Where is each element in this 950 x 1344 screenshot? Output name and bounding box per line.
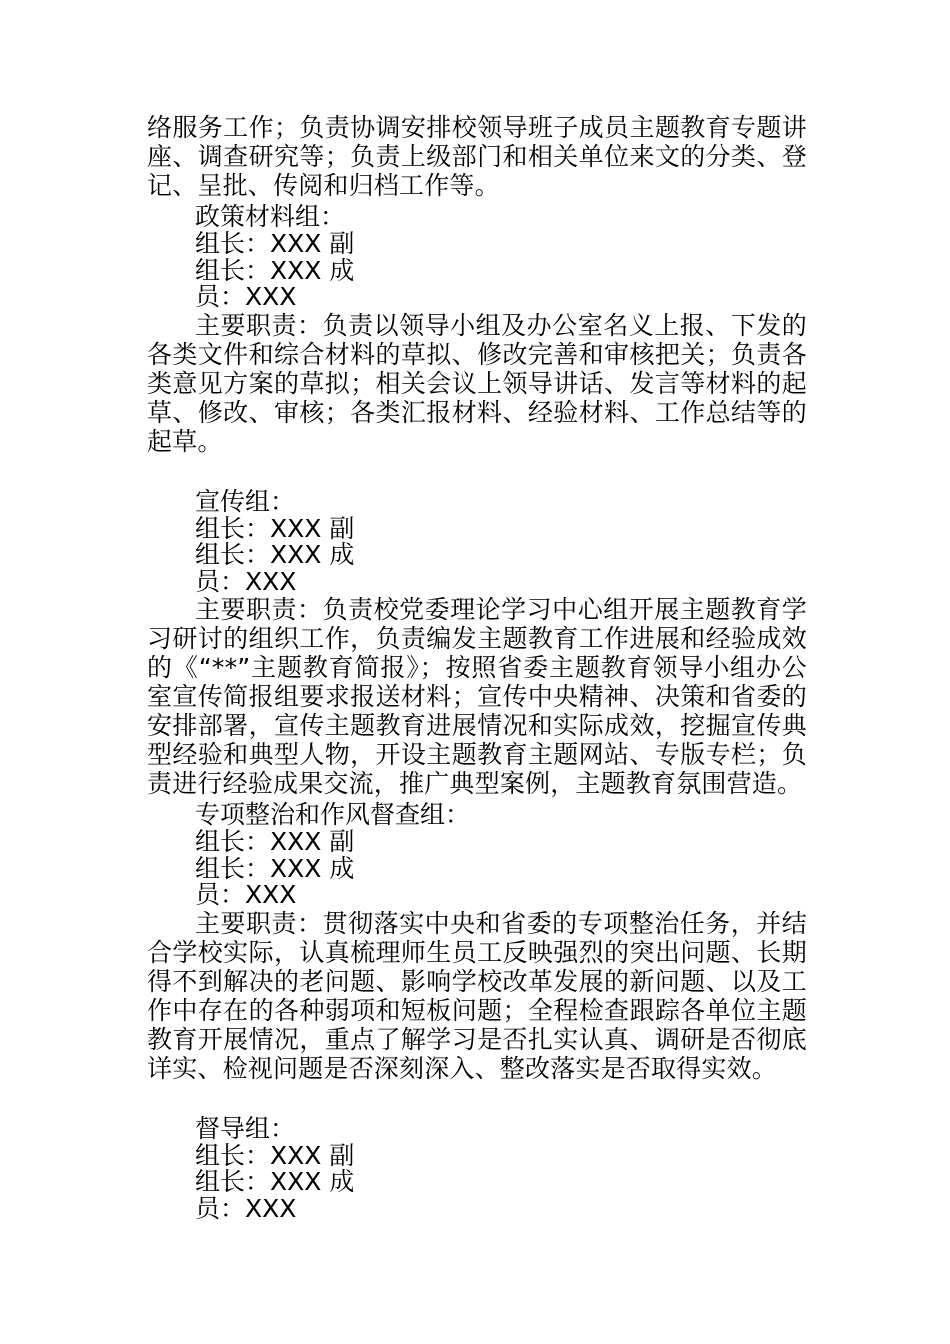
- member-line: 组长：XXX 成: [195, 1167, 355, 1196]
- document-page: [147, 113, 807, 1222]
- group-heading: 督导组：: [195, 1113, 296, 1143]
- member-line: 组长：XXX 副: [195, 827, 355, 856]
- member-line: 组长：XXX 成: [195, 540, 355, 569]
- member-line: 组长：XXX 成: [195, 853, 355, 883]
- member-line: 组长：XXX 副: [195, 229, 355, 258]
- member-line: 员：XXX: [195, 282, 297, 311]
- group-publicity: [147, 487, 807, 799]
- member-line: 组长：XXX 副: [195, 1140, 355, 1170]
- group-policy-materials: [147, 202, 807, 456]
- group-heading: 专项整治和作风督查组：: [195, 800, 471, 829]
- member-line: 组长：XXX 成: [195, 255, 355, 285]
- member-line: 组长：XXX 副: [195, 513, 355, 543]
- group-heading: 宣传组：: [195, 486, 296, 516]
- group-heading: 政策材料组：: [195, 202, 346, 231]
- intro-paragraph: 络服务工作；负责协调安排校领导班子成员主题教育专题讲座、调查研究等；负责上级部门和相关单位来文的分类、登记、呈批、传阅和归档工作等。: [147, 113, 807, 200]
- duties-paragraph: 主要职责：负责校党委理论学习中心组开展主题教育学习研讨的组织工作，负责编发主题教育工作进展和经验成效的《“**”主题教育简报》；按照省委主题教育领导小组办公室宣传简报组要求报送材料；宣传中央精神、决策和省委的安排部署，宣传主题教育进展情况和实际成效，挖掘宣传典型经验和典型人物，开设主题教育主题网站、专版专栏；负责进行经验成果交流，推广典型案例，主题教育氛围营造。: [147, 595, 807, 798]
- blank-line: [147, 1083, 807, 1112]
- member-line: 员：XXX: [195, 880, 297, 909]
- member-line: 员：XXX: [195, 566, 297, 596]
- duties-paragraph: 主要职责：贯彻落实中央和省委的专项整治任务，并结合学校实际，认真梳理师生员工反映强烈的突出问题、长期得不到解决的老问题、影响学校改革发展的新问题、以及工作中存在的各种弱项和短板问题；全程检查跟踪各单位主题教育开展情况，重点了解学习是否扎实认真、调研是否彻底详实、检视问题是否深刻深入、整改落实是否取得实效。: [147, 908, 807, 1083]
- member-line: 员：XXX: [195, 1193, 297, 1223]
- group-supervision: [147, 1114, 807, 1223]
- blank-line: [147, 456, 807, 485]
- duties-paragraph: 主要职责：负责以领导小组及办公室名义上报、下发的各类文件和综合材料的草拟、修改完善和审核把关；负责各类意见方案的草拟；相关会议上领导讲话、发言等材料的起草、修改、审核；各类汇报材料、经验材料、工作总结等的起草。: [147, 310, 807, 456]
- group-special-rectification: [147, 800, 807, 1083]
